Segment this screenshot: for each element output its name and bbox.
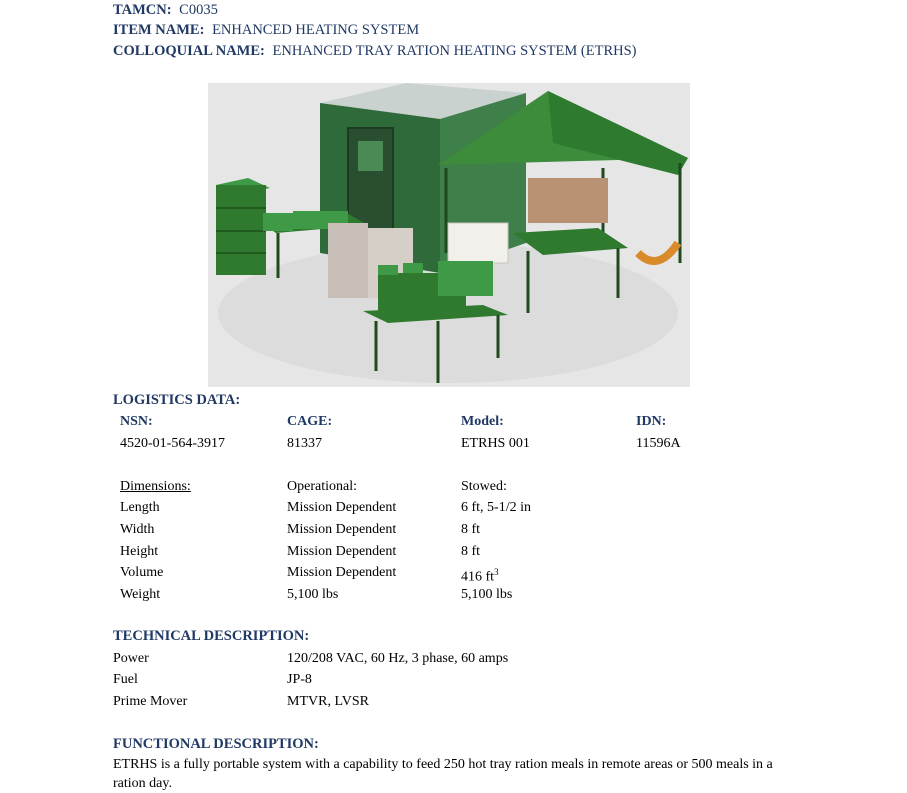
- model-value: ETRHS 001: [461, 436, 530, 451]
- volume-value: 416 ft: [461, 569, 495, 585]
- stowed-header: Stowed:: [461, 479, 507, 494]
- operational-header: Operational:: [287, 479, 357, 494]
- dim-row-label: Weight: [120, 587, 161, 602]
- colloquial-name-label: COLLOQUIAL NAME:: [113, 43, 265, 59]
- functional-description-title: FUNCTIONAL DESCRIPTION:: [113, 736, 319, 752]
- etrhs-illustration: [208, 83, 690, 387]
- dim-row-label: Volume: [120, 565, 164, 580]
- dim-row-stowed: 8 ft: [461, 544, 481, 559]
- volume-exponent: 3: [494, 567, 499, 577]
- dim-row-operational: 5,100 lbs: [287, 587, 339, 602]
- colloquial-name-value: ENHANCED TRAY RATION HEATING SYSTEM (ETRHS): [272, 43, 637, 59]
- item-name-line: [113, 21, 419, 39]
- dim-row-operational: Mission Dependent: [287, 565, 397, 580]
- idn-value: 11596A: [636, 436, 681, 451]
- dim-row-stowed: 5,100 lbs: [461, 587, 513, 602]
- dim-row-stowed: 6 ft, 5-1/2 in: [461, 500, 531, 515]
- tech-row-label: Prime Mover: [113, 694, 188, 709]
- functional-description-text: ETRHS is a fully portable system with a capability to feed 250 hot tray ration meals in remote areas or 500 meals in a ration day.: [113, 757, 773, 791]
- dim-row-stowed: [461, 564, 499, 586]
- colloquial-name-line: [113, 42, 636, 60]
- dim-row-operational: Mission Dependent: [287, 522, 397, 537]
- cage-label: CAGE:: [287, 414, 333, 429]
- cage-value: 81337: [287, 436, 322, 451]
- etrhs-equipment-drawing: [208, 83, 690, 387]
- technical-description-title: TECHNICAL DESCRIPTION:: [113, 628, 310, 644]
- dim-row-operational: Mission Dependent: [287, 500, 397, 515]
- tech-row-label: Fuel: [113, 672, 138, 687]
- dim-row-operational: Mission Dependent: [287, 544, 397, 559]
- tech-row-value: MTVR, LVSR: [287, 694, 369, 709]
- tamcn-label: TAMCN:: [113, 2, 172, 18]
- tech-row-value: 120/208 VAC, 60 Hz, 3 phase, 60 amps: [287, 651, 509, 666]
- item-name-label: ITEM NAME:: [113, 22, 205, 38]
- tamcn-line: [113, 1, 218, 19]
- dim-row-label: Height: [120, 544, 159, 559]
- tech-row-value: JP-8: [287, 672, 312, 687]
- tech-row-label: Power: [113, 651, 149, 666]
- item-name-value: ENHANCED HEATING SYSTEM: [212, 22, 420, 38]
- nsn-value: 4520-01-564-3917: [120, 436, 225, 451]
- logistics-data-title: LOGISTICS DATA:: [113, 392, 241, 408]
- dim-row-stowed: 8 ft: [461, 522, 481, 537]
- idn-label: IDN:: [636, 414, 667, 429]
- model-label: Model:: [461, 414, 504, 429]
- nsn-label: NSN:: [120, 414, 153, 429]
- tamcn-value: C0035: [179, 2, 218, 18]
- dimensions-header: Dimensions:: [120, 479, 191, 494]
- dim-row-label: Width: [120, 522, 155, 537]
- dim-row-label: Length: [120, 500, 160, 515]
